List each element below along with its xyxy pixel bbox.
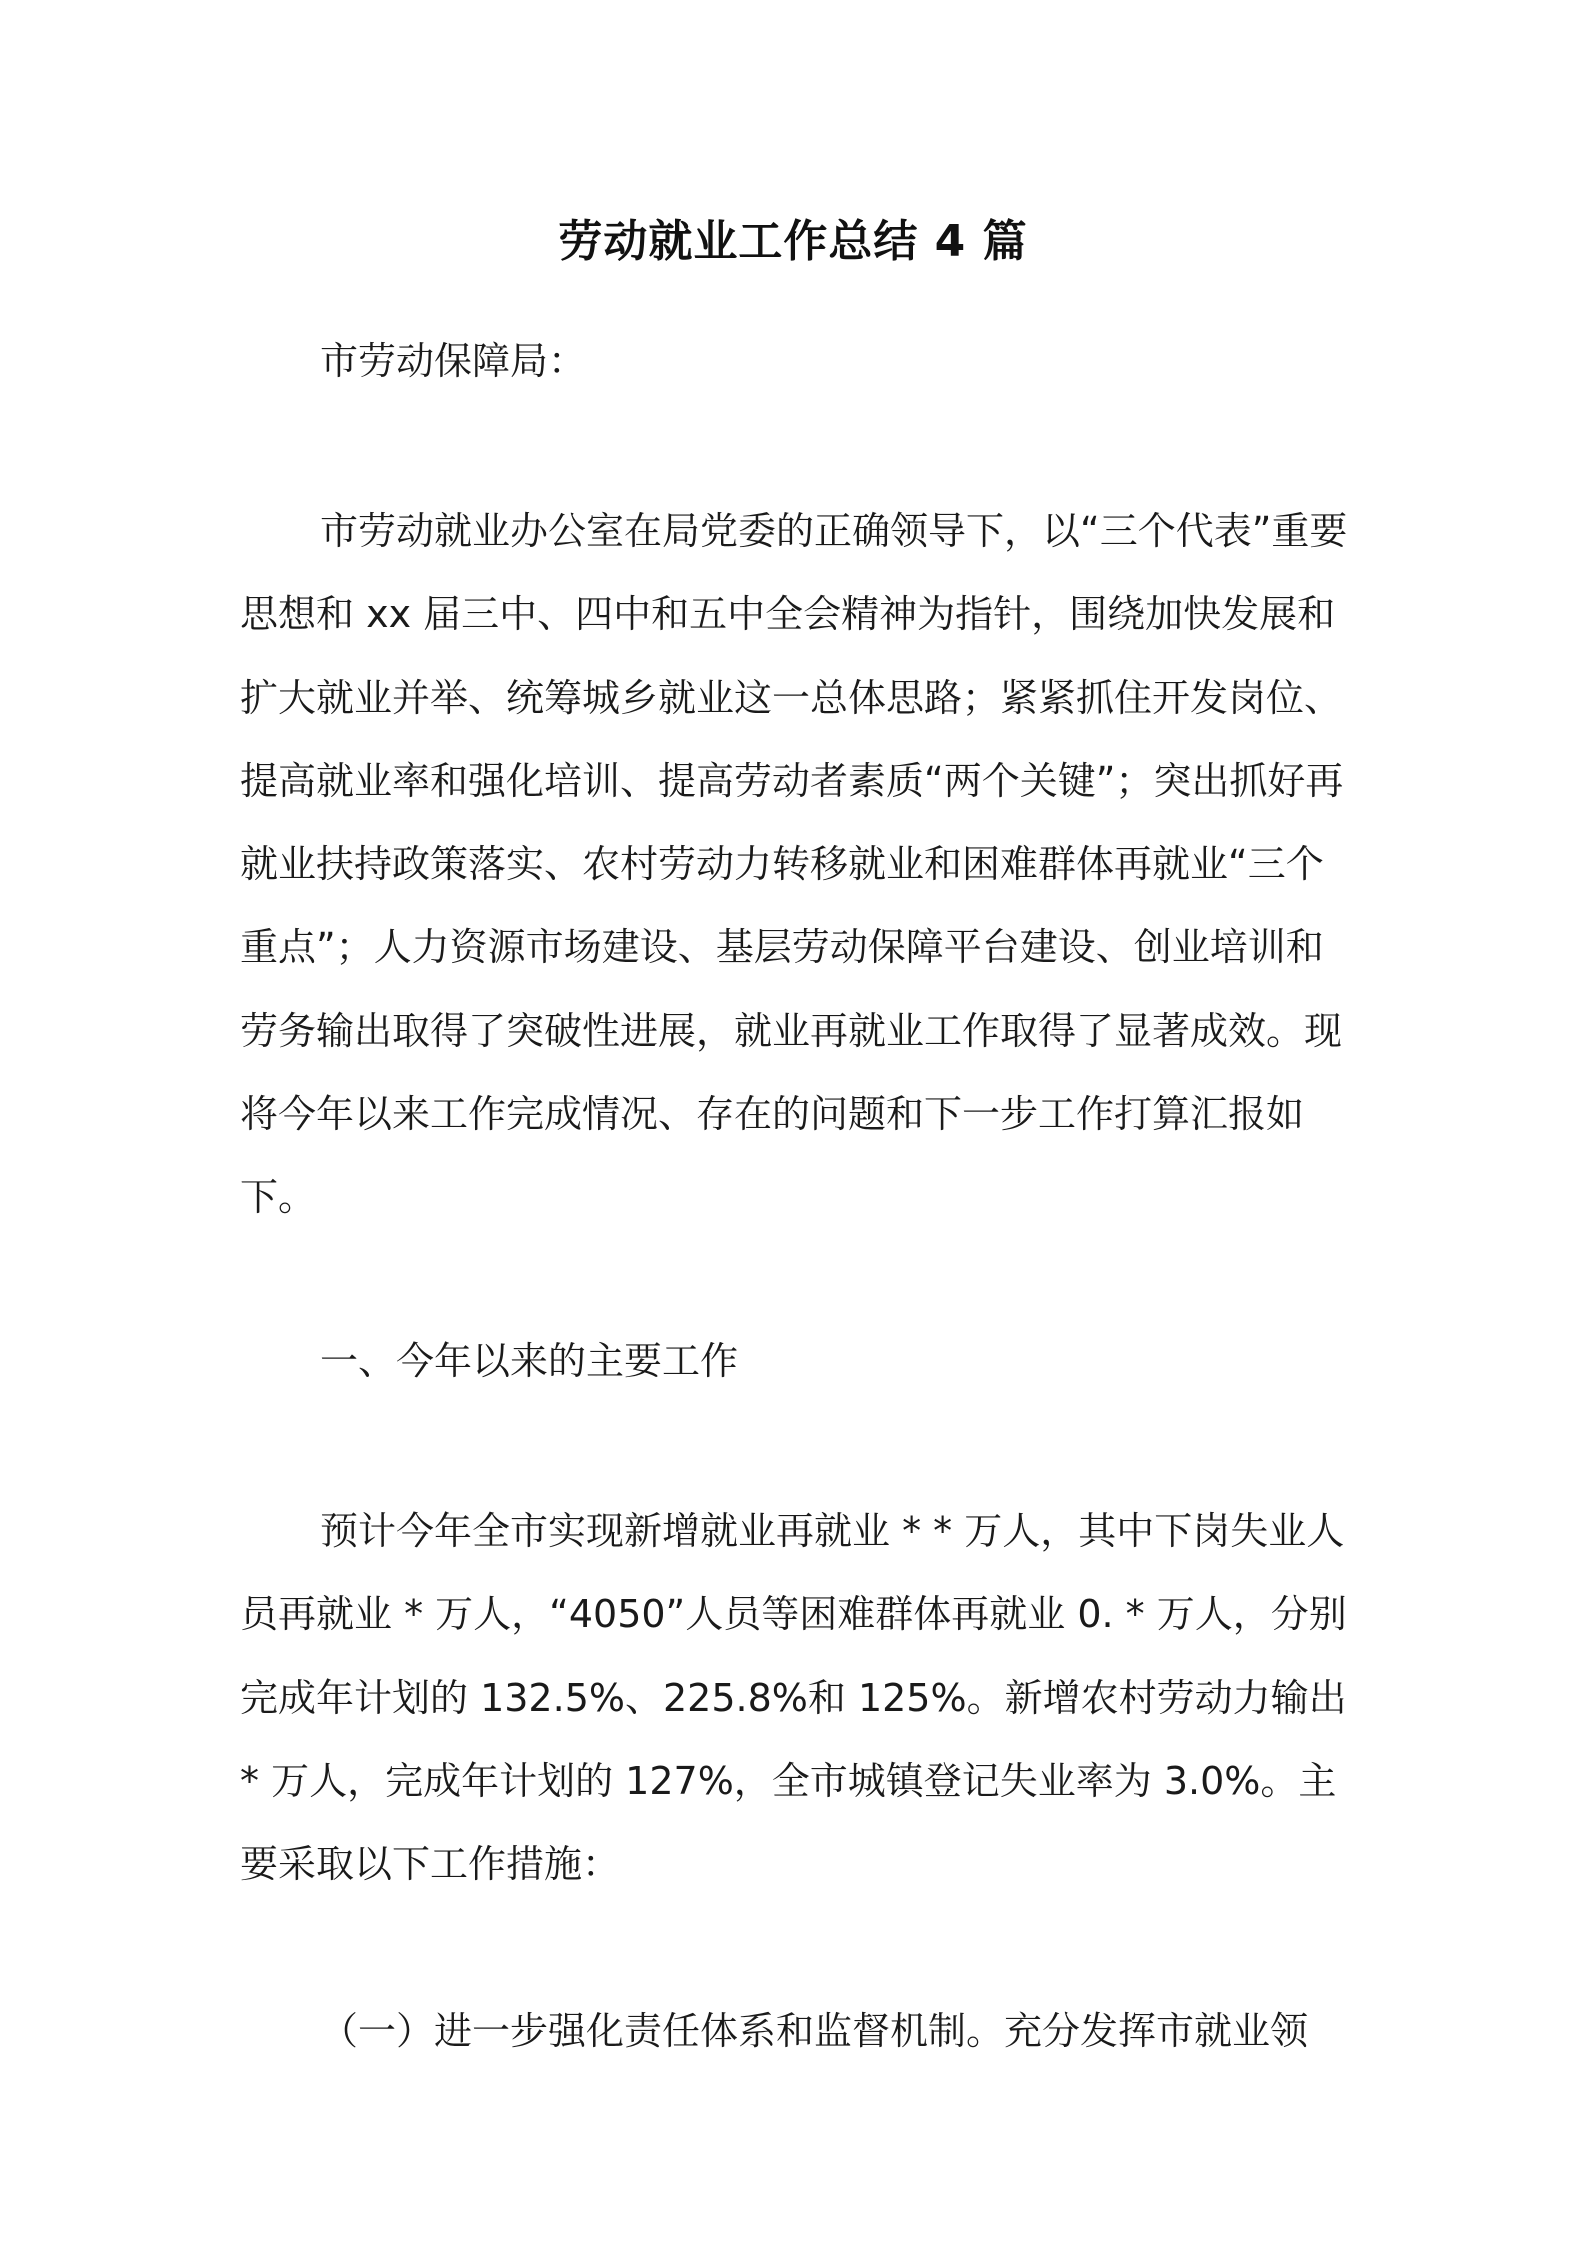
salutation: 市劳动保障局： [320, 339, 587, 383]
paragraph-intro: 市劳动就业办公室在局党委的正确领导下，以“三个代表”重要思想和 xx 届三中、四中和五中全会精神为指针，围绕加快发展和扩大就业并举、统筹城乡就业这一总体思路；紧紧抓住开发岗位、提高就业率和强化培训、提高劳动者素质“两个关键”；突出抓好再就业扶持政策落实、农村劳动力转移就业和困难群体再就业“三个重点”；人力资源市场建设、基层劳动保障平台建设、创业培训和劳务输出取得了突破性进展，就业再就业工作取得了显著成效。现将今年以来工作完成情况、存在的问题和下一步工作打算汇报如下。 [240, 509, 1348, 1220]
paragraph-measure-1: （一）进一步强化责任体系和监督机制。充分发挥市就业领 [320, 2009, 1309, 2053]
section-heading-main-work: 一、今年以来的主要工作 [320, 1339, 739, 1383]
paragraph-results: 预计今年全市实现新增就业再就业 * * 万人，其中下岗失业人员再就业 * 万人，“4050”人员等困难群体再就业 0. * 万人，分别完成年计划的 132.5%、225.8%和 125%。新增农村劳动力输出 * 万人，完成年计划的 127%，全市城镇登记失业率为 3.0%。主要采取以下工作措施： [240, 1509, 1347, 1887]
document-title: 劳动就业工作总结 4 篇 [558, 216, 1028, 267]
